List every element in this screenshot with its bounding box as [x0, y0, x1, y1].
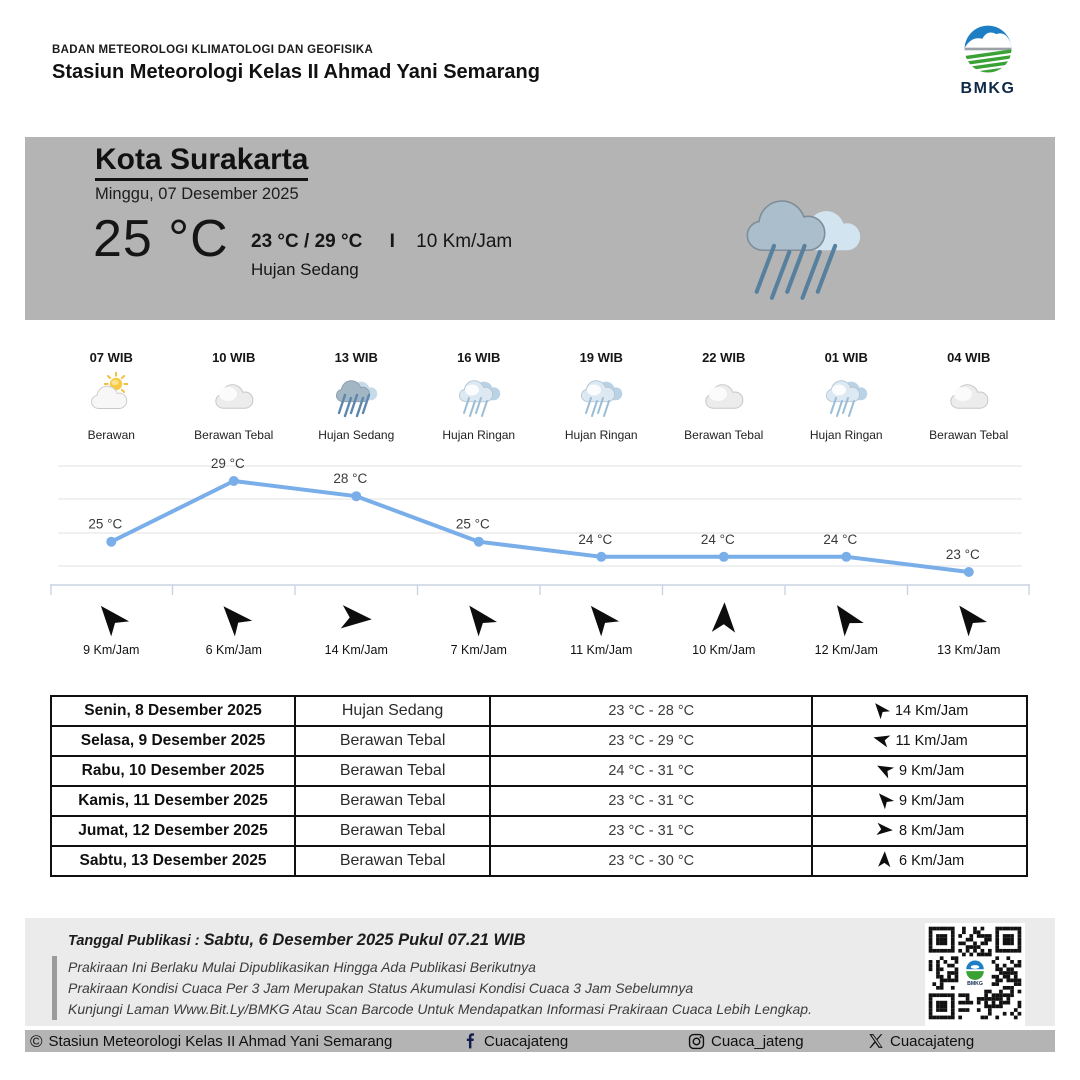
- table-cell-day: Jumat, 12 Desember 2025: [51, 816, 295, 846]
- publication-label: Tanggal Publikasi :: [68, 933, 204, 949]
- station-name: Stasiun Meteorologi Kelas II Ahmad Yani Semarang: [52, 61, 540, 83]
- wind-item: [50, 600, 173, 657]
- hourly-time: 01 WIB: [824, 350, 868, 365]
- table-cell-day: Kamis, 11 Desember 2025: [51, 786, 295, 816]
- current-temperature: 25 °C: [93, 210, 229, 268]
- bmkg-logo: [944, 22, 1032, 98]
- hujan-ringan-icon: [540, 371, 663, 425]
- footer: [25, 918, 1055, 1026]
- banner-date: Minggu, 07 Desember 2025: [95, 185, 299, 203]
- berawan-tebal-icon: [173, 371, 296, 425]
- hourly-item: [785, 350, 908, 442]
- temp-range-line: [251, 231, 512, 253]
- wind-speed-label: 9 Km/Jam: [83, 643, 140, 657]
- table-row: [51, 756, 1027, 786]
- city-title: Kota Surakarta: [95, 143, 308, 181]
- wind-speed-label: 9 Km/Jam: [899, 763, 965, 779]
- table-cell-temp-range: 23 °C - 31 °C: [490, 786, 812, 816]
- wind-speed-label: 6 Km/Jam: [205, 643, 262, 657]
- hourly-condition: Hujan Ringan: [442, 428, 516, 442]
- wind-speed-label: 10 Km/Jam: [692, 643, 756, 657]
- table-cell-wind: [812, 696, 1027, 726]
- svg-text:24 °C: 24 °C: [700, 531, 735, 547]
- instagram-icon: [688, 1033, 705, 1050]
- hourly-item: [908, 350, 1031, 442]
- wind-speed-label: 8 Km/Jam: [899, 823, 965, 839]
- wind-direction-icon: [875, 850, 894, 873]
- svg-text:28 °C: 28 °C: [333, 471, 368, 487]
- hourly-item: [663, 350, 786, 442]
- hourly-condition: Berawan: [87, 428, 135, 442]
- banner-details: [251, 231, 512, 280]
- wind-direction-icon: [338, 623, 374, 640]
- berawan-icon: [50, 371, 173, 425]
- wind-speed-label: 6 Km/Jam: [899, 853, 965, 869]
- hourly-time: 19 WIB: [579, 350, 623, 365]
- wind-speed-label: 11 Km/Jam: [570, 643, 633, 657]
- table-cell-day: Sabtu, 13 Desember 2025: [51, 846, 295, 876]
- publication-value: Sabtu, 6 Desember 2025 Pukul 07.21 WIB: [203, 931, 526, 949]
- facebook-handle-text: Cuacajateng: [484, 1032, 569, 1050]
- bmkg-logo-label: BMKG: [960, 80, 1016, 97]
- hourly-time: 16 WIB: [457, 350, 501, 365]
- table-cell-day: Senin, 8 Desember 2025: [51, 696, 295, 726]
- table-cell-condition: Berawan Tebal: [295, 816, 490, 846]
- publication-date: [68, 931, 526, 950]
- footer-note: Prakiraan Kondisi Cuaca Per 3 Jam Merupakan Status Akumulasi Kondisi Cuaca 3 Jam Sebelumnya: [68, 980, 694, 996]
- wind-speed-label: 9 Km/Jam: [899, 793, 965, 809]
- hourly-item: [50, 350, 173, 442]
- hourly-condition: Hujan Ringan: [809, 428, 883, 442]
- copyright-text: Stasiun Meteorologi Kelas II Ahmad Yani Semarang: [48, 1032, 393, 1050]
- temp-range: 23 °C / 29 °C: [251, 231, 363, 252]
- wind-direction-icon: [872, 730, 891, 753]
- hourly-time: 04 WIB: [947, 350, 991, 365]
- x-handle-text: Cuacajateng: [890, 1032, 975, 1050]
- wind-direction-icon: [461, 623, 497, 640]
- facebook-icon: [462, 1033, 478, 1049]
- hujan-sedang-icon: [295, 371, 418, 425]
- table-cell-temp-range: 23 °C - 31 °C: [490, 816, 812, 846]
- table-cell-wind: [812, 786, 1027, 816]
- wind-speed-label: 14 Km/Jam: [324, 643, 388, 657]
- wind-item: [540, 600, 663, 657]
- wind-forecast-row: [50, 600, 1030, 657]
- daily-forecast-table: [50, 695, 1028, 877]
- footer-notes: [68, 957, 812, 1020]
- svg-text:25 °C: 25 °C: [455, 516, 490, 532]
- banner-condition: Hujan Sedang: [251, 260, 359, 279]
- hujan-ringan-icon: [418, 371, 541, 425]
- notes-accent-bar: [52, 956, 57, 1020]
- separator-bar: I: [389, 231, 395, 252]
- hourly-item: [540, 350, 663, 442]
- instagram-handle: [688, 1030, 804, 1052]
- wind-direction-icon: [875, 820, 894, 843]
- hourly-time: 22 WIB: [702, 350, 746, 365]
- table-cell-wind: [812, 846, 1027, 876]
- hujan-ringan-icon: [785, 371, 908, 425]
- svg-text:25 °C: 25 °C: [88, 516, 123, 532]
- x-icon: [868, 1033, 884, 1049]
- footer-note: Kunjungi Laman Www.Bit.Ly/BMKG Atau Scan Barcode Untuk Mendapatkan Informasi Prakiraan Cuaca Lebih Lengkap.: [68, 1001, 812, 1017]
- temperature-chart: [50, 445, 1030, 595]
- instagram-handle-text: Cuaca_jateng: [711, 1032, 804, 1050]
- wind-speed-label: 12 Km/Jam: [814, 643, 878, 657]
- wind-direction-icon: [871, 700, 890, 723]
- hourly-condition: Hujan Ringan: [564, 428, 638, 442]
- svg-text:24 °C: 24 °C: [578, 531, 613, 547]
- table-row: [51, 696, 1027, 726]
- hourly-condition: Hujan Sedang: [318, 428, 395, 442]
- wind-speed-label: 7 Km/Jam: [450, 643, 507, 657]
- hourly-time: 10 WIB: [212, 350, 256, 365]
- table-cell-condition: Berawan Tebal: [295, 786, 490, 816]
- wind-item: [785, 600, 908, 657]
- wind-speed-label: 14 Km/Jam: [894, 703, 969, 719]
- wind-item: [295, 600, 418, 657]
- table-cell-condition: Hujan Sedang: [295, 696, 490, 726]
- wind-direction-icon: [951, 623, 987, 640]
- table-cell-day: Selasa, 9 Desember 2025: [51, 726, 295, 756]
- agency-name: BADAN METEOROLOGI KLIMATOLOGI DAN GEOFISIKA: [52, 44, 374, 56]
- wind-item: [663, 600, 786, 657]
- wind-speed-label: 11 Km/Jam: [895, 733, 968, 749]
- table-cell-temp-range: 23 °C - 30 °C: [490, 846, 812, 876]
- table-row: [51, 726, 1027, 756]
- current-weather-banner: [25, 137, 1055, 320]
- table-row: [51, 846, 1027, 876]
- facebook-handle: [462, 1030, 568, 1052]
- hourly-item: [173, 350, 296, 442]
- qr-code: [925, 923, 1025, 1028]
- hujan-sedang-icon: [733, 195, 871, 312]
- hourly-condition: Berawan Tebal: [194, 428, 274, 442]
- hourly-time: 13 WIB: [334, 350, 378, 365]
- table-cell-temp-range: 23 °C - 29 °C: [490, 726, 812, 756]
- wind-direction-icon: [875, 760, 894, 783]
- table-row: [51, 786, 1027, 816]
- svg-text:BMKG: BMKG: [967, 981, 983, 988]
- hourly-time: 07 WIB: [89, 350, 133, 365]
- hourly-item: [295, 350, 418, 442]
- wind-direction-icon: [93, 623, 129, 640]
- berawan-tebal-icon: [663, 371, 786, 425]
- wind-direction-icon: [583, 623, 619, 640]
- table-cell-condition: Berawan Tebal: [295, 846, 490, 876]
- wind-direction-icon: [216, 623, 252, 640]
- hourly-condition: Berawan Tebal: [684, 428, 764, 442]
- banner-wind-speed: 10 Km/Jam: [416, 231, 513, 252]
- svg-text:29 °C: 29 °C: [210, 456, 245, 471]
- hourly-condition: Berawan Tebal: [929, 428, 1009, 442]
- table-cell-condition: Berawan Tebal: [295, 756, 490, 786]
- wind-speed-label: 13 Km/Jam: [937, 643, 1001, 657]
- table-row: [51, 816, 1027, 846]
- table-cell-temp-range: 24 °C - 31 °C: [490, 756, 812, 786]
- wind-direction-icon: [828, 623, 864, 640]
- wind-item: [908, 600, 1031, 657]
- table-cell-wind: [812, 816, 1027, 846]
- table-cell-day: Rabu, 10 Desember 2025: [51, 756, 295, 786]
- wind-direction-icon: [706, 623, 742, 640]
- header: [52, 44, 540, 84]
- copyright-icon: ©: [30, 1031, 43, 1051]
- berawan-tebal-icon: [908, 371, 1031, 425]
- footer-note: Prakiraan Ini Berlaku Mulai Dipublikasikan Hingga Ada Publikasi Berikutnya: [68, 959, 536, 975]
- svg-text:24 °C: 24 °C: [823, 531, 858, 547]
- copyright: [30, 1030, 392, 1052]
- table-cell-condition: Berawan Tebal: [295, 726, 490, 756]
- wind-direction-icon: [875, 790, 894, 813]
- table-cell-temp-range: 23 °C - 28 °C: [490, 696, 812, 726]
- wind-item: [173, 600, 296, 657]
- svg-text:23 °C: 23 °C: [945, 547, 980, 562]
- social-bar: [25, 1030, 1055, 1052]
- table-cell-wind: [812, 756, 1027, 786]
- x-handle: [868, 1030, 974, 1052]
- hourly-item: [418, 350, 541, 442]
- hourly-forecast: [50, 350, 1030, 442]
- table-cell-wind: [812, 726, 1027, 756]
- wind-item: [418, 600, 541, 657]
